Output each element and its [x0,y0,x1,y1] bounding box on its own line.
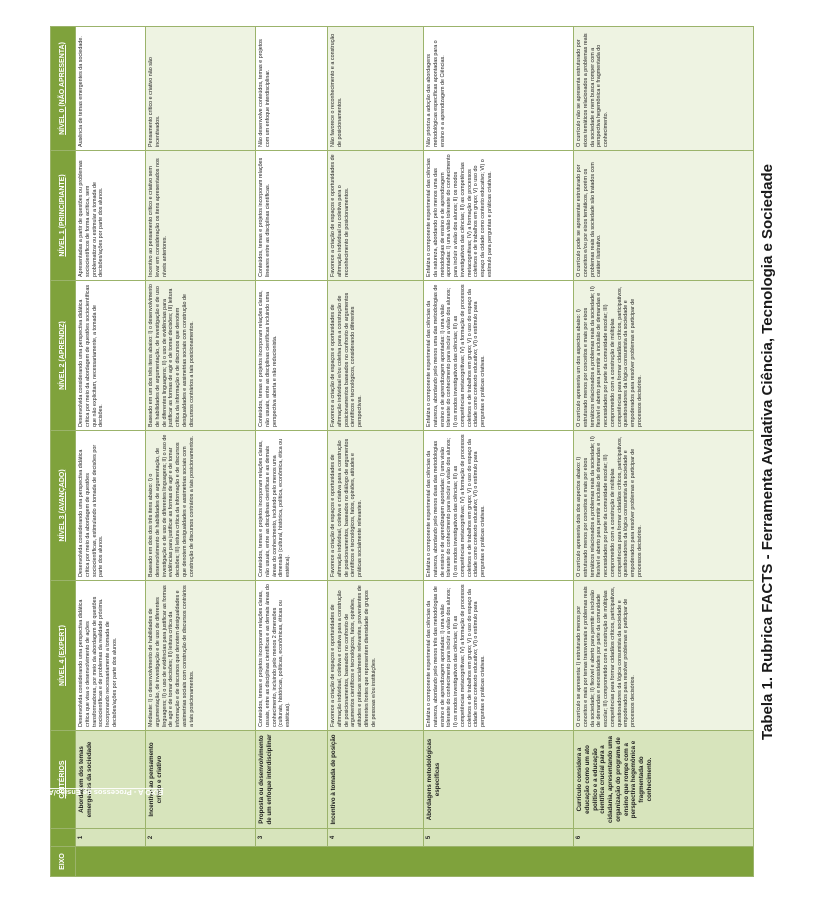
row-number: 1 [76,829,146,847]
level-0-cell: Ausência de temas emergentes da sociedade. [76,27,146,151]
level-0-cell: Não desenvolve conteúdos, temas e projetos com um enfoque interdisciplinar. [256,27,328,151]
row-number: 6 [574,829,754,847]
criterion: Incentivo ao pensamento crítico e criativo [146,731,256,829]
level-1-cell: Enfatiza o componente experimental das ciências da natureza, abordando pelo menos uma das metodologias de ensino e de aprendizagem apontadas: I) uma visão tolerante do conhecimento para incluir a visão dos alunos; II) os modos investigativos das ciências; III) as competências metacognitivas; IV) a formação de processos coletivos e de trabalhos em grupo; V) o uso do espaço da cidade como contexto educativo; VI) o estímulo para perguntas e práticas criativas. [424,151,574,281]
level-0-cell: Não favorece o reconhecimento e a construção de posicionamentos. [328,27,424,151]
table-row [256,27,328,877]
level-1-cell: Apresentadas a partir de questões ou problemas sociocientíficos de forma acrítica, sem problematizar ou estimular a tomada de decisões/ações por parte dos alunos. [76,151,146,281]
header-nivel-4: NÍVEL 4 (EXPERT) [51,581,76,731]
rubric-table-container [2,27,750,877]
page-title: Tabela 1. Rubrica FACTS - Ferramenta Avalativa Ciência, Tecnologia e Sociedade [759,163,776,741]
header-nivel-0: NÍVEL 0 (NÃO APRESENTA) [51,27,76,151]
level-2-cell: Enfatiza o componente experimental das ciências da natureza, abordando pelo menos uma das metodologias de ensino e de aprendizagem apontadas: I) uma visão tolerante do conhecimento para incluir a visão dos alunos; II) os modos investigativos das ciências; III) as competências metacognitivas; IV) a formação de processos coletivos e de trabalhos em grupo; V) o uso do espaço da cidade como contexto educativo; VI) o estímulo para perguntas e práticas criativas. [424,281,574,431]
table-row [146,27,256,877]
level-0-cell: Pensamento crítico e criativo não são incentivados. [146,27,256,151]
level-2-cell: Favorece a criação de espaços e oportunidades de afirmação individual e/ou coletiva para a construção de posicionamentos baseados no confronto de argumentos científicos e tecnológicos, considerando diferentes perspectivas. [328,281,424,431]
table-row [328,27,424,877]
level-2-cell: Conteúdos, temas e projetos incorporam relações claras, não usuais, entre as disciplinas científicas incluindo uma perspectiva aberta e não reducionista. [256,281,328,431]
header-nivel-3: NÍVEL 3 (AVANÇADO) [51,431,76,581]
eixo-a-label: EIXO A - Processos de Ensino/Aprendizagem [2,788,164,798]
rubric-table [2,26,754,877]
level-2-cell: Baseado em um dos três itens abaixo: I) o desenvolvimento de habilidades de argumentação, de investigação e de uso de diferentes linguagens; II) o uso de evidências para justificar as formas de agir e de tomar decisões; III) leitura crítica da informação e de discursos que denotem desigualdades e assimetrias sociais com construção de discursos contrários a tais posicionamentos. [146,281,256,431]
level-2-cell: Desenvolvida considerando uma perspectiva didática crítica por meio da abordagem de questões sociocientíficas que não explicitam, necessariamente, a tomada de decisões. [76,281,146,431]
level-4-cell: O currículo se apresenta: I) estruturado menos por conceitos e mais por temas transversais e problemas reais da sociedade; II) flexível e aberto para permitir a inclusão de demandas e necessidades por parte da comunidade escolar; III) comprometido com a construção de múltiplas competências para formar cidadãos críticos, participativos, questionadores da lógica consumista da sociedade e empoderados para resolver problemas e participar de processos decisórios. [574,581,754,731]
header-num [51,829,76,847]
level-2-cell: O currículo apresenta um dos aspectos abaixo: I) estruturado menos por conceitos e mais por eixos temáticos relacionados a problemas reais da sociedade; II) flexível e aberto para permitir a inclusão de demandas e necessidades por parte da comunidade escolar; III) comprometido com a construção de múltiplas competências para formar cidadãos críticos, participativos, questionadores da lógica consumista da sociedade e empoderados para resolver problemas e participar de processos decisórios. [574,281,754,431]
level-4-cell: Favorece a criação de espaços e oportunidades de afirmação individual, coletiva e criativa para a construção de posicionamentos, baseados no confronto de argumentos científicos e tecnológicos, fatos, opiniões, atitudes e práticas socialmente relevantes, provenientes de diferentes fontes que representem diversidade de grupos de pessoas e/ou instituições. [328,581,424,731]
criterion: Abordagem dos temas emergentes da sociedade [76,731,146,829]
level-4-cell: Mediante: I) o desenvolvimento de habilidades de argumentação, de investigação e de uso de diferentes linguagens; II) o uso de evidências para justificar as formas de agir e de tomar decisões; III) leitura crítica da informação e de discursos que denotem desigualdades e assimetrias sociais com construção de discursos contrários a tais posicionamentos. [146,581,256,731]
level-3-cell: O currículo apresenta dois dos aspectos abaixo: I) estruturado menos por conceitos e mais por eixos temáticos relacionados a problemas reais da sociedade; II) flexível e aberto para permitir a inclusão de demandas e necessidades por parte da comunidade escolar; III) comprometido com a construção de múltiplas competências para formar cidadãos críticos, participativos, questionadores da lógica consumista da sociedade e empoderados para resolver problemas e participar de processos decisórios. [574,431,754,581]
header-nivel-2: NÍVEL 2 (APRENDIZ) [51,281,76,431]
criterion: Abordagens metodológicas específicas [424,731,574,829]
table-row [424,27,574,877]
header-eixo: EIXO [51,847,76,877]
criterion: Currículo considera a educação como um ato político e a educação científica crucial para a cidadania, apresentando uma organização do programa de ensino que rompe com a perspectiva hegemônica e fragmentada do conhecimento. [574,731,754,829]
header-criterios: CRITÉRIOS [51,731,76,829]
row-number: 2 [146,829,256,847]
level-1-cell: Conteúdos, temas e projetos incorporam relações lineares entre as disciplinas científicas. [256,151,328,281]
eixo-a-label-cell [2,788,754,877]
level-3-cell: Desenvolvida considerando uma perspectiva didática crítica por meio da abordagem de questões sociocientíficas, estimulando a tomada de decisões por parte dos alunos. [76,431,146,581]
level-3-cell: Baseado em dois dos três itens abaixo: I) o desenvolvimento de habilidades de argumentação, de investigação e de uso de diferentes linguagens; II) o uso de evidências para justificar as formas de agir e de tomar decisões; III) leitura crítica da informação e de discursos que denotem desigualdades e assimetrias sociais com construção de discursos contrários a tais posicionamentos. [146,431,256,581]
row-number: 5 [424,829,574,847]
criterion: Incentivo à tomada de posição [328,731,424,829]
level-4-cell: Enfatiza o componente experimental das ciências da natureza, abordando pelo menos três das metodologias de ensino e de aprendizagem apontadas: I) uma visão tolerante do conhecimento para incluir a visão dos alunos; II) os modos investigativos das ciências; III) as competências metacognitivas; IV) a formação de processos coletivos e de trabalhos em grupo; V) o uso do espaço da cidade como contexto educativo; VI) o estímulo para perguntas e práticas criativas. [424,581,574,731]
level-3-cell: Conteúdos, temas e projetos incorporam relações claras, não usuais, entre as disciplinas científicas e as demais áreas do conhecimento, incluindo pelo menos uma dimensão (cultural, histórica, política, econômica, ética ou estética). [256,431,328,581]
level-4-cell: Conteúdos, temas e projetos incorporam relações claras, usuais, entre as disciplinas científicas e as demais áreas do conhecimento, incluindo pelo menos 2 dimensões (culturais, históricas, políticas, econômicas, éticas ou estéticas). [256,581,328,731]
header-nivel-1: NÍVEL 1 (PRINCIPIANTE) [51,151,76,281]
header-row [51,27,76,877]
row-number: 3 [256,829,328,847]
level-1-cell: Favorece a criação de espaços e oportunidades de afirmação individual ou coletiva para o reconhecimento de posicionamentos. [328,151,424,281]
criterion: Proposta ou desenvolvimento de um enfoque interdisciplinar [256,731,328,829]
level-1-cell: O currículo pode se apresentar estruturado por conceitos e/ou por eixos temáticos, porém os problemas reais da sociedade são tratados com caráter ilustrativo. [574,151,754,281]
level-4-cell: Desenvolvida considerando uma perspectiva didática crítica que visa o desenvolvimento de ações transformadoras, por meio da abordagem de questões sociocientíficas e de problemas da realidade próxima. Incorporando necessariamente a tomada de decisões/ações por parte dos alunos. [76,581,146,731]
level-0-cell: Não prioriza a adoção das abordagens metodológicas específicas apontadas para o ensino e a aprendizagem de Ciências. [424,27,574,151]
level-0-cell: O currículo não se apresenta estruturado por eixos temáticos relacionados a problemas reais da sociedade e nem busca romper com a perspectiva hegemônica e fragmentada do conhecimento. [574,27,754,151]
level-3-cell: Enfatiza o componente experimental das ciências da natureza, abordando pelo menos duas das metodologias de ensino e de aprendizagem apontadas: I) uma visão tolerante do conhecimento para incluir a visão dos alunos; II) os modos investigativos das ciências; III) as competências metacognitivas; IV) a formação de processos coletivos e de trabalhos em grupo; V) o uso do espaço da cidade como contexto educativo; VI) o estímulo para perguntas e práticas criativas. [424,431,574,581]
table-row [76,27,146,877]
table-row [574,27,754,877]
level-3-cell: Favorece a criação de espaços e oportunidades de afirmação individual, coletiva e criativa para a construção de posicionamentos, baseados no diálogo de argumentos científicos e tecnológicos, fatos, opiniões, atitudes e práticas socialmente relevantes. [328,431,424,581]
level-1-cell: Incentivo ao pensamento crítico e criativo sem levar em consideração os itens apresentados nos níveis anteriores. [146,151,256,281]
row-number: 4 [328,829,424,847]
